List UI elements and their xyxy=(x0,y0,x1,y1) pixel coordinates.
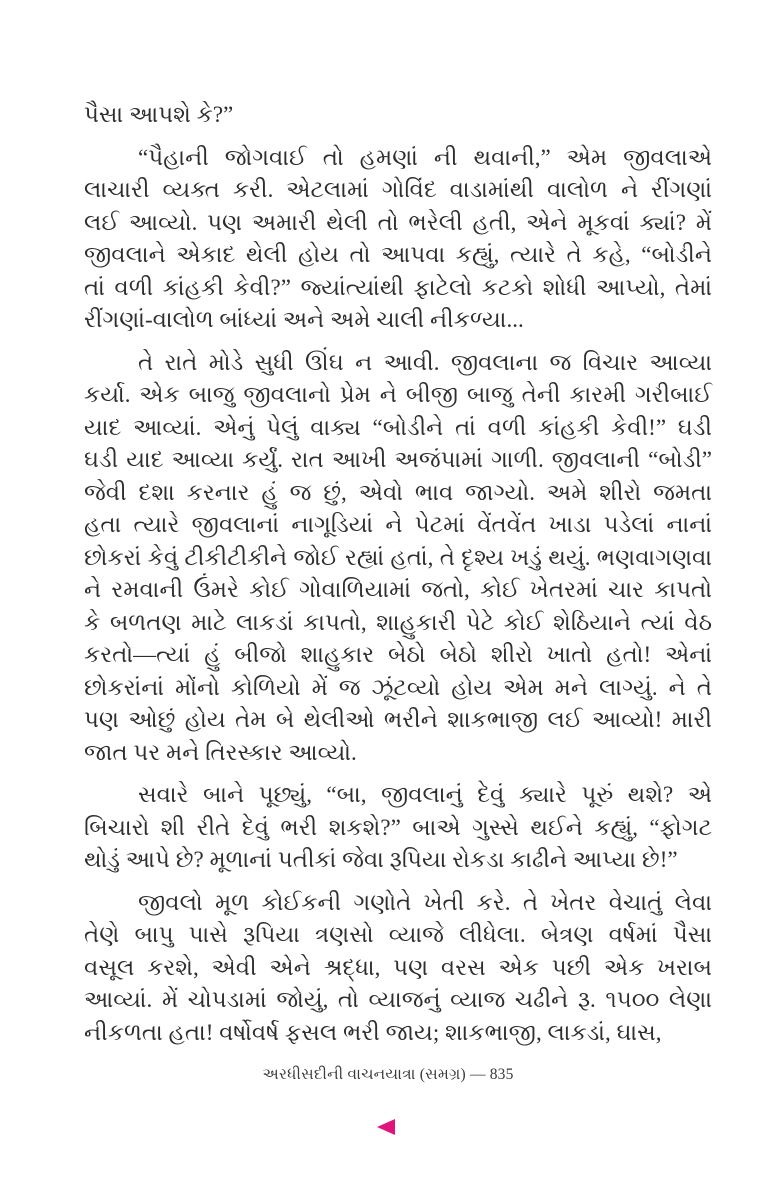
text-line: પણ ઓછું હોય તેમ બે થેલીઓ ભરીને શાકભાજી લઈ આવ્યો! મારી xyxy=(84,707,712,732)
text-line: કર્યા. એક બાજુ જીવલાનો પ્રેમ ને બીજી બાજુ તેની કારમી ગરીબાઈ xyxy=(84,382,712,407)
text-line: જેવી દશા કરનાર હું જ છું, એવો ભાવ જાગ્યો. અમે શીરો જમતા xyxy=(84,479,712,505)
paragraph xyxy=(84,887,712,1050)
text-line: આવ્યાં. મેં ચોપડામાં જોયું, તો વ્યાજનું વ્યાજ ચઢીને રૂ. ૧૫૦૦ લેણા xyxy=(84,987,712,1012)
text-line: જીવલો મૂળ કોઈકની ગણોતે ખેતી કરે. તે ખેતર વેચાતું લેવા xyxy=(138,889,712,915)
previous-page-arrow-icon[interactable] xyxy=(377,1119,395,1135)
text-line: લાચારી વ્યક્ત કરી. એટલામાં ગોવિંદ વાડામાંથી વાલોળ ને રીંગણાં xyxy=(84,177,712,202)
text-line: “પૈહાની જોગવાઈ તો હમણાં ની થવાની,” એમ જીવલાએ xyxy=(138,144,712,170)
text-line: નીકળતા હતા! વર્ષોવર્ષ ફસલ ભરી જાય; શાકભાજી, લાકડાં, ઘાસ, xyxy=(84,1019,662,1045)
paragraph xyxy=(84,99,712,132)
text-line: તે રાતે મોડે સુધી ઊંઘ ન આવી. જીવલાના જ વિચાર આવ્યા xyxy=(138,349,712,375)
text-line: ઘડી યાદ આવ્યા કર્યું. રાત આખી અજંપામાં ગાળી. જીવલાની “બોડી” xyxy=(84,447,712,472)
text-line: કરતો—ત્યાં હું બીજો શાહુકાર બેઠો બેઠો શીરો ખાતો હતો! એનાં xyxy=(84,642,712,667)
text-line: યાદ આવ્યાં. એનું પેલું વાક્ય “બોડીને તાં વળી કાંહકી કેવી!” ઘડી xyxy=(84,414,712,440)
text-line: વસૂલ કરશે, એવી એને શ્રદ્ધા, પણ વરસ એક પછી એક ખરાબ xyxy=(84,954,712,980)
page-number: 835 xyxy=(489,1066,514,1083)
text-line: ને રમવાની ઉંમરે કોઈ ગોવાળિયામાં જતો, કોઈ ખેતરમાં ચાર કાપતો xyxy=(84,577,712,602)
text-line: છોકરાંનાં મોંનો કોળિયો મેં જ ઝૂંટવ્યો હોય એમ મને લાગ્યું. ને તે xyxy=(84,674,712,700)
page-footer xyxy=(0,1064,776,1086)
paragraph xyxy=(84,347,712,770)
text-line: રીંગણાં-વાલોળ બાંધ્યાં અને અમે ચાલી નીકળ્યા... xyxy=(84,307,524,332)
text-line: છોકરાં કેવું ટીકીટીકીને જોઈ રહ્યાં હતાં, તે દૃશ્ય ખડું થયું. ભણવાગણવા xyxy=(84,544,712,570)
text-line: કે બળતણ માટે લાકડાં કાપતો, શાહુકારી પેટે કોઈ શેઠિયાને ત્યાં વેઠ xyxy=(84,609,712,635)
footer-separator: — xyxy=(469,1066,486,1083)
text-line: હતા ત્યારે જીવલાનાં નાગૂડિયાં ને પેટમાં વેંતવેંત ખાડા પડેલાં નાનાં xyxy=(84,512,712,537)
text-line: લઈ આવ્યો. પણ અમારી થેલી તો ભરેલી હતી, એને મૂકવાં ક્યાં? મેં xyxy=(84,209,712,235)
paragraph xyxy=(84,142,712,337)
text-line: તેણે બાપુ પાસે રૂપિયા ત્રણસો વ્યાજે લીધેલા. બેત્રણ વર્ષમાં પૈસા xyxy=(84,922,712,947)
text-line: બિચારો શી રીતે દેવું ભરી શકશે?” બાએ ગુસ્સે થઈને કહ્યું, “ફોગટ xyxy=(84,814,712,840)
text-line: સવારે બાને પૂછ્યું, “બા, જીવલાનું દેવું ક્યારે પૂરું થશે? એ xyxy=(138,782,712,807)
body-text xyxy=(84,99,712,1049)
paragraph xyxy=(84,779,712,877)
text-line: તાં વળી કાંહકી કેવી?” જ્યાંત્યાંથી ફાટેલો કટકો શોધી આપ્યો, તેમાં xyxy=(84,274,712,300)
text-line: થોડું આપે છે? મૂળાનાં પતીકાં જેવા રૂપિયા રોકડા કાઢીને આપ્યા છે!” xyxy=(84,847,678,872)
text-line: જીવલાને એકાદ થેલી હોય તો આપવા કહ્યું, ત્યારે તે કહે, “બોડીને xyxy=(84,242,712,267)
text-line: જાત પર મને તિરસ્કાર આવ્યો. xyxy=(84,739,357,765)
text-line: પૈસા આપશે કે?” xyxy=(84,102,234,127)
running-title: અરધીસદીની વાચનયાત્રા (સમગ્ર) xyxy=(262,1066,466,1083)
